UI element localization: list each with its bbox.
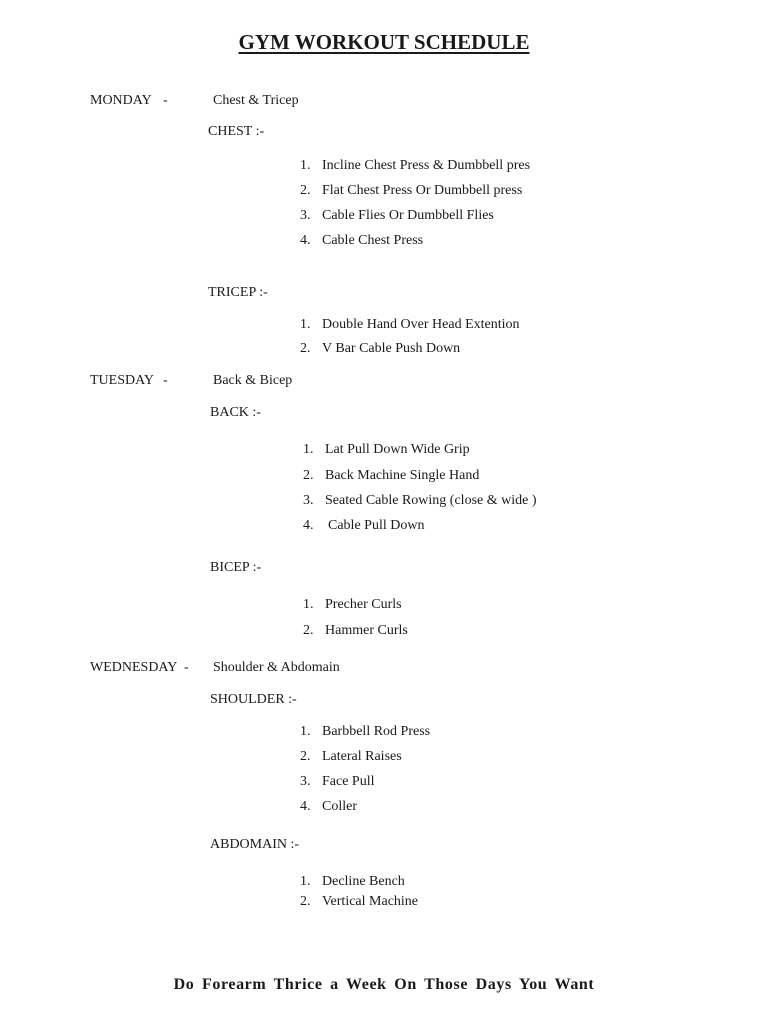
list-item-number: 2. — [300, 749, 311, 764]
list-item-number: 1. — [303, 442, 314, 457]
list-item-number: 3. — [300, 774, 311, 789]
exercise-name: Double Hand Over Head Extention — [322, 317, 520, 332]
exercise-name: Face Pull — [322, 774, 375, 789]
list-item — [300, 800, 357, 814]
day-dash: - — [184, 660, 189, 675]
list-item — [303, 494, 537, 508]
list-item — [300, 184, 522, 198]
muscle-group-label: SHOULDER :- — [210, 692, 297, 707]
list-item-number: 1. — [300, 724, 311, 739]
muscle-group-label: TRICEP :- — [208, 285, 268, 300]
exercise-name: Back Machine Single Hand — [325, 468, 480, 483]
exercise-name: Lat Pull Down Wide Grip — [325, 442, 470, 457]
exercise-name: Cable Chest Press — [322, 233, 424, 248]
exercise-name: Hammer Curls — [325, 623, 408, 638]
list-item — [300, 318, 520, 332]
day-focus: Shoulder & Abdomain — [213, 660, 340, 675]
list-item — [300, 159, 530, 173]
exercise-name: Precher Curls — [325, 597, 402, 612]
list-item-number: 1. — [300, 317, 311, 332]
exercise-name: Lateral Raises — [322, 749, 402, 764]
list-item-number: 2. — [300, 894, 311, 909]
list-item-number: 2. — [303, 623, 314, 638]
day-name: TUESDAY — [90, 373, 155, 388]
exercise-name: Cable Pull Down — [328, 518, 425, 533]
list-item — [300, 209, 494, 223]
list-item — [300, 775, 375, 789]
list-item — [300, 725, 430, 739]
footer-note: Do Forearm Thrice a Week On Those Days You Want — [173, 976, 595, 993]
list-item-number: 2. — [300, 183, 311, 198]
list-item — [300, 342, 460, 356]
exercise-name: Cable Flies Or Dumbbell Flies — [322, 208, 494, 223]
list-item — [303, 469, 479, 483]
list-item — [300, 234, 423, 248]
exercise-name: Flat Chest Press Or Dumbbell press — [322, 183, 523, 198]
list-item-number: 2. — [300, 341, 311, 356]
list-item-number: 4. — [303, 518, 314, 533]
exercise-name: Barbbell Rod Press — [322, 724, 431, 739]
list-item — [303, 443, 470, 457]
list-item-number: 1. — [303, 597, 314, 612]
page-title: GYM WORKOUT SCHEDULE — [238, 30, 530, 54]
list-item — [303, 598, 402, 612]
list-item-number: 4. — [300, 233, 311, 248]
day-name: MONDAY — [90, 93, 152, 108]
muscle-group-label: BACK :- — [210, 405, 261, 420]
day-name: WEDNESDAY — [90, 660, 178, 675]
day-focus: Chest & Tricep — [213, 93, 299, 108]
muscle-group-label: ABDOMAIN :- — [210, 837, 300, 852]
exercise-name: Coller — [322, 799, 357, 814]
exercise-name: Vertical Machine — [322, 894, 419, 909]
muscle-group-label: BICEP :- — [210, 560, 262, 575]
muscle-group-label: CHEST :- — [208, 124, 265, 139]
day-dash: - — [163, 93, 168, 108]
exercise-name: Seated Cable Rowing (close & wide ) — [325, 493, 537, 508]
list-item-number: 3. — [303, 493, 314, 508]
list-item-number: 2. — [303, 468, 314, 483]
exercise-name: Decline Bench — [322, 874, 405, 889]
list-item-number: 1. — [300, 158, 311, 173]
list-item — [300, 875, 405, 889]
list-item — [300, 895, 418, 909]
list-item — [303, 624, 408, 638]
list-item-number: 3. — [300, 208, 311, 223]
list-item-number: 4. — [300, 799, 311, 814]
list-item — [300, 750, 402, 764]
exercise-name: Incline Chest Press & Dumbbell pres — [322, 158, 531, 173]
list-item — [303, 519, 424, 533]
day-dash: - — [163, 373, 168, 388]
exercise-name: V Bar Cable Push Down — [322, 341, 461, 356]
list-item-number: 1. — [300, 874, 311, 889]
day-focus: Back & Bicep — [213, 373, 293, 388]
